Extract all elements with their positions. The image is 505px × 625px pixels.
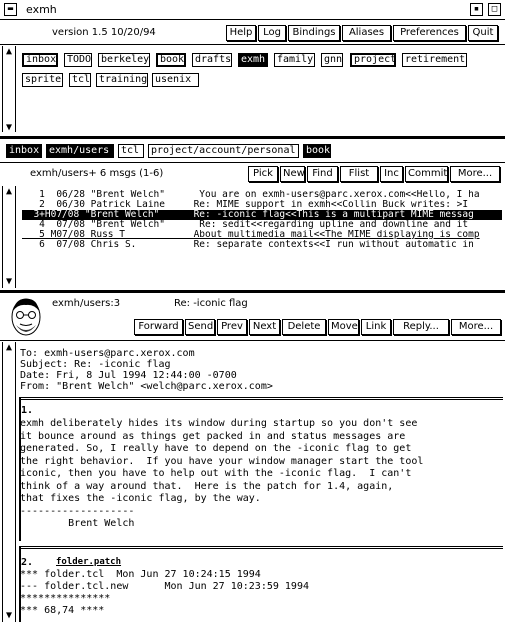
bindings-button[interactable]: Bindings — [288, 25, 340, 41]
pick-button[interactable]: Pick — [248, 166, 278, 182]
body-line: exmh deliberately hides its window during startup so you don't see — [20, 418, 418, 429]
subfolder-inbox[interactable]: inbox — [6, 144, 42, 158]
subfolder-book[interactable]: book — [303, 144, 331, 158]
folder-project[interactable]: project — [350, 53, 396, 67]
scroll-up-icon[interactable]: ▲ — [5, 342, 13, 353]
sender-face-icon — [6, 295, 46, 339]
prev-button[interactable]: Prev — [217, 319, 247, 335]
subfolder-exmh-users[interactable]: exmh/users — [46, 144, 114, 158]
part2-number: 2. — [21, 557, 34, 568]
scroll-down-icon[interactable]: ▼ — [5, 122, 13, 133]
maximize-icon[interactable]: □ — [488, 3, 501, 16]
commit-button[interactable]: Commit — [405, 166, 448, 182]
patch-line: *** folder.tcl Mon Jun 27 10:24:15 1994 — [20, 569, 261, 580]
body-line: generated. So, I really have to depend on the -iconic flag to get — [20, 443, 412, 454]
message-row[interactable]: 6 07/08 Chris S. Re: separate contexts<<I run without automatic in — [22, 240, 474, 250]
folder-scrollbar[interactable] — [2, 46, 16, 132]
message-row[interactable]: 4 07/08 "Brent Welch" Re: sedit<<regarding upline and downline and it — [22, 220, 469, 230]
message-list-scrollbar[interactable] — [2, 186, 16, 288]
current-folder: exmh/users:3 — [52, 298, 121, 309]
message-row[interactable]: 5 M07/08 Russ T About multimedia mail<<The MIME displaying is comp — [22, 230, 480, 240]
flist-button[interactable]: Flist — [340, 166, 378, 182]
folder-retirement[interactable]: retirement — [402, 53, 467, 67]
folder-sprite[interactable]: sprite — [22, 73, 63, 87]
header-line: To: exmh-users@parc.xerox.com — [20, 348, 195, 359]
next-button[interactable]: Next — [249, 319, 280, 335]
folder-gnn[interactable]: gnn — [321, 53, 343, 67]
more-button[interactable]: More... — [450, 166, 500, 182]
title-bar[interactable] — [0, 0, 505, 20]
patch-line: *************** — [20, 593, 111, 604]
subfolder-project-account-personal[interactable]: project/account/personal — [148, 144, 299, 158]
current-subject: Re: -iconic flag — [174, 298, 248, 309]
folder-family[interactable]: family — [274, 53, 315, 67]
body-line: iconic, then you have to help out with the -iconic flag. I can't — [20, 468, 412, 479]
folder-todo[interactable]: TODO — [64, 53, 92, 67]
minimize-icon[interactable]: ▪ — [470, 3, 483, 16]
move-button[interactable]: Move — [328, 319, 359, 335]
folder-exmh[interactable]: exmh — [238, 53, 268, 67]
body-line: ------------------- — [20, 505, 135, 517]
body-line: Brent Welch — [20, 518, 135, 529]
header-line: Date: Fri, 8 Jul 1994 12:44:00 -0700 — [20, 370, 237, 381]
part1-number: 1. — [21, 405, 34, 416]
version-label: version 1.5 10/20/94 — [52, 27, 156, 38]
folder-usenix[interactable]: usenix — [152, 73, 199, 87]
forward-button[interactable]: Forward — [134, 319, 183, 335]
quit-button[interactable]: Quit — [468, 25, 498, 41]
scroll-up-icon[interactable]: ▲ — [5, 186, 13, 197]
folder-drafts[interactable]: drafts — [192, 53, 232, 67]
reply-button[interactable]: Reply... — [393, 319, 449, 335]
link-button[interactable]: Link — [361, 319, 391, 335]
message-row[interactable]: 2 06/30 Patrick Laine Re: MIME support in exmh<<Collin Buck writes: >I — [22, 200, 469, 210]
delete-button[interactable]: Delete — [282, 319, 326, 335]
folder-book[interactable]: book — [156, 53, 186, 67]
folder-berkeley[interactable]: berkeley — [98, 53, 150, 67]
send-button[interactable]: Send — [185, 319, 215, 335]
aliases-button[interactable]: Aliases — [342, 25, 391, 41]
preferences-button[interactable]: Preferences — [393, 25, 466, 41]
find-button[interactable]: Find — [307, 166, 338, 182]
header-line: Subject: Re: -iconic flag — [20, 359, 171, 370]
inc-button[interactable]: Inc — [380, 166, 403, 182]
new-button[interactable]: New — [280, 166, 305, 182]
scroll-down-icon[interactable]: ▼ — [5, 276, 13, 287]
body-line: the right behavior. If you have your window manager start the tool — [20, 455, 424, 467]
part2-name[interactable]: folder.patch — [56, 557, 122, 567]
more-button[interactable]: More... — [451, 319, 501, 335]
header-line: From: "Brent Welch" <welch@parc.xerox.com> — [20, 381, 273, 392]
window-menu-icon[interactable]: ▬ — [4, 3, 17, 16]
message-row[interactable]: 1 06/28 "Brent Welch" You are on exmh-users@parc.xerox.com<<Hello, I ha — [22, 190, 480, 200]
log-button[interactable]: Log — [258, 25, 286, 41]
folder-status: exmh/users+ 6 msgs (1-6) — [30, 168, 164, 179]
body-line: that fixes the -iconic flag, by the way. — [20, 493, 261, 504]
patch-line: --- folder.tcl.new Mon Jun 27 10:23:59 1994 — [20, 581, 309, 592]
folder-training[interactable]: training — [96, 73, 148, 87]
patch-line: *** 68,74 **** — [20, 605, 105, 616]
message-body-scrollbar[interactable] — [2, 342, 16, 622]
message-row[interactable]: 3+H07/08 "Brent Welch" Re: -iconic flag<<This is a multipart MIME messag — [22, 210, 502, 220]
subfolder-tcl[interactable]: tcl — [118, 144, 144, 158]
scroll-up-icon[interactable]: ▲ — [5, 46, 13, 57]
scroll-down-icon[interactable]: ▼ — [5, 610, 13, 621]
body-line: think of a way around that. Here is the patch for 1.4, again, — [20, 480, 394, 492]
body-line: it bounce around as things get packed in and status messages are — [20, 430, 406, 442]
help-button[interactable]: Help — [226, 25, 256, 41]
folder-tcl[interactable]: tcl — [69, 73, 91, 87]
window-title: exmh — [26, 3, 57, 16]
folder-inbox[interactable]: inbox — [22, 53, 58, 67]
